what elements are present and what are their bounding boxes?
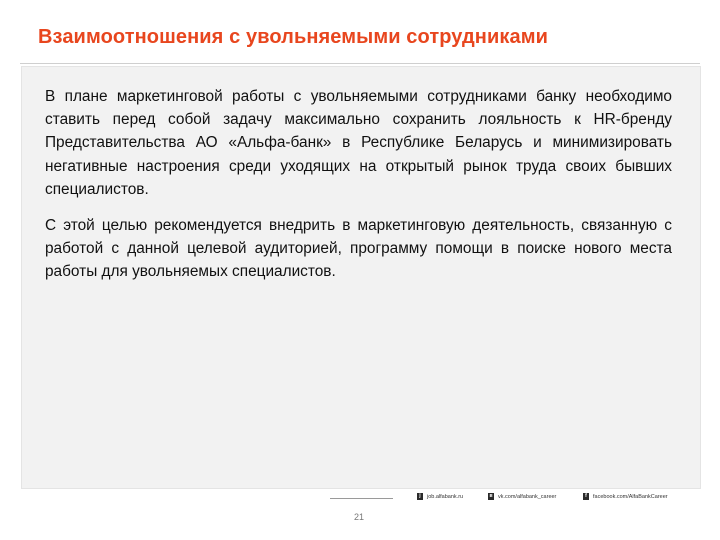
- slide-title: Взаимоотношения с увольняемыми сотрудниками: [38, 26, 548, 48]
- footer-link-job-site[interactable]: [417, 493, 463, 500]
- footer-link-text: job.alfabank.ru: [427, 493, 464, 500]
- footer-link-text: vk.com/alfabank_career: [498, 493, 557, 500]
- body-paragraph-1: В плане маркетинговой работы с увольняемыми сотрудниками банку необходимо ставить перед собой задачу максимально сохранить лояльность к HR-бренду Представительства АО «Альфа-банк» в Республике Беларусь и минимизировать негативные настроения среди уходящих на открытый рынок труда своих бывших специалистов.: [45, 88, 672, 198]
- body-paragraph-2: С этой целью рекомендуется внедрить в маркетинговую деятельность, связанную с работой с данной целевой аудиторией, программу помощи в поиске нового места работы для увольняемых специалистов.: [45, 217, 672, 281]
- footer-link-facebook[interactable]: [583, 493, 668, 500]
- footer-divider: [330, 498, 393, 499]
- page-number: 21: [354, 512, 365, 522]
- vk-icon: в: [489, 493, 493, 499]
- footer-link-text: facebook.com/AlfaBankCareer: [593, 493, 668, 500]
- facebook-icon: f: [583, 493, 589, 500]
- job-site-icon: j: [417, 493, 423, 500]
- title-divider: [20, 63, 700, 64]
- footer-link-vk[interactable]: [488, 493, 556, 500]
